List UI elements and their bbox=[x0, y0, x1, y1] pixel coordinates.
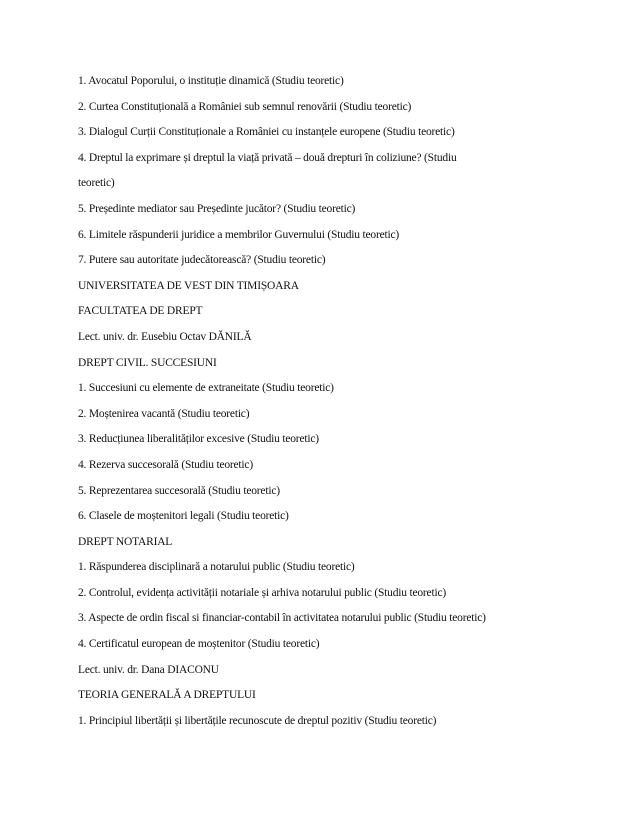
list-item: 3. Dialogul Curții Constituționale a României cu instanțele europene (Studiu teoretic) bbox=[78, 126, 455, 139]
author-name: Lect. univ. dr. Eusebiu Octav DĂNILĂ bbox=[78, 330, 252, 343]
faculty-heading: FACULTATEA DE DREPT bbox=[78, 305, 203, 318]
course-heading: TEORIA GENERALĂ A DREPTULUI bbox=[78, 689, 256, 702]
list-item: 2. Moștenirea vacantă (Studiu teoretic) bbox=[78, 407, 250, 420]
list-item: 1. Succesiuni cu elemente de extraneitate (Studiu teoretic) bbox=[78, 382, 334, 395]
document-content bbox=[78, 69, 618, 734]
list-item: 4. Dreptul la exprimare și dreptul la viață privată – două drepturi în coliziune? (Studiu bbox=[78, 151, 457, 164]
list-item: 1. Principiul libertății și libertățile recunoscute de dreptul pozitiv (Studiu teoretic) bbox=[78, 714, 437, 727]
list-item: 3. Aspecte de ordin fiscal si financiar-contabil în activitatea notarului public (Studiu teoretic) bbox=[78, 612, 486, 625]
course-heading: DREPT NOTARIAL bbox=[78, 535, 173, 548]
list-item: 6. Clasele de moștenitori legali (Studiu teoretic) bbox=[78, 510, 289, 523]
list-item: 7. Putere sau autoritate judecătorească? (Studiu teoretic) bbox=[78, 254, 326, 267]
list-item: 6. Limitele răspunderii juridice a membrilor Guvernului (Studiu teoretic) bbox=[78, 228, 400, 241]
list-item: 2. Controlul, evidența activității notariale și arhiva notarului public (Studiu teoretic) bbox=[78, 586, 446, 599]
list-item: 1. Răspunderea disciplinară a notarului public (Studiu teoretic) bbox=[78, 561, 355, 574]
author-name: Lect. univ. dr. Dana DIACONU bbox=[78, 663, 219, 676]
list-item-continuation: teoretic) bbox=[78, 177, 115, 190]
list-item: 5. Reprezentarea succesorală (Studiu teoretic) bbox=[78, 484, 280, 497]
course-heading: DREPT CIVIL. SUCCESIUNI bbox=[78, 356, 217, 369]
list-item: 3. Reducțiunea liberalităților excesive (Studiu teoretic) bbox=[78, 433, 319, 446]
list-item: 5. Președinte mediator sau Președinte jucător? (Studiu teoretic) bbox=[78, 202, 356, 215]
university-heading: UNIVERSITATEA DE VEST DIN TIMIȘOARA bbox=[78, 279, 299, 292]
list-item: 4. Certificatul european de moștenitor (Studiu teoretic) bbox=[78, 638, 320, 651]
list-item: 2. Curtea Constituțională a României sub semnul renovării (Studiu teoretic) bbox=[78, 100, 412, 113]
list-item: 4. Rezerva succesorală (Studiu teoretic) bbox=[78, 458, 253, 471]
list-item: 1. Avocatul Poporului, o instituție dinamică (Studiu teoretic) bbox=[78, 75, 344, 87]
